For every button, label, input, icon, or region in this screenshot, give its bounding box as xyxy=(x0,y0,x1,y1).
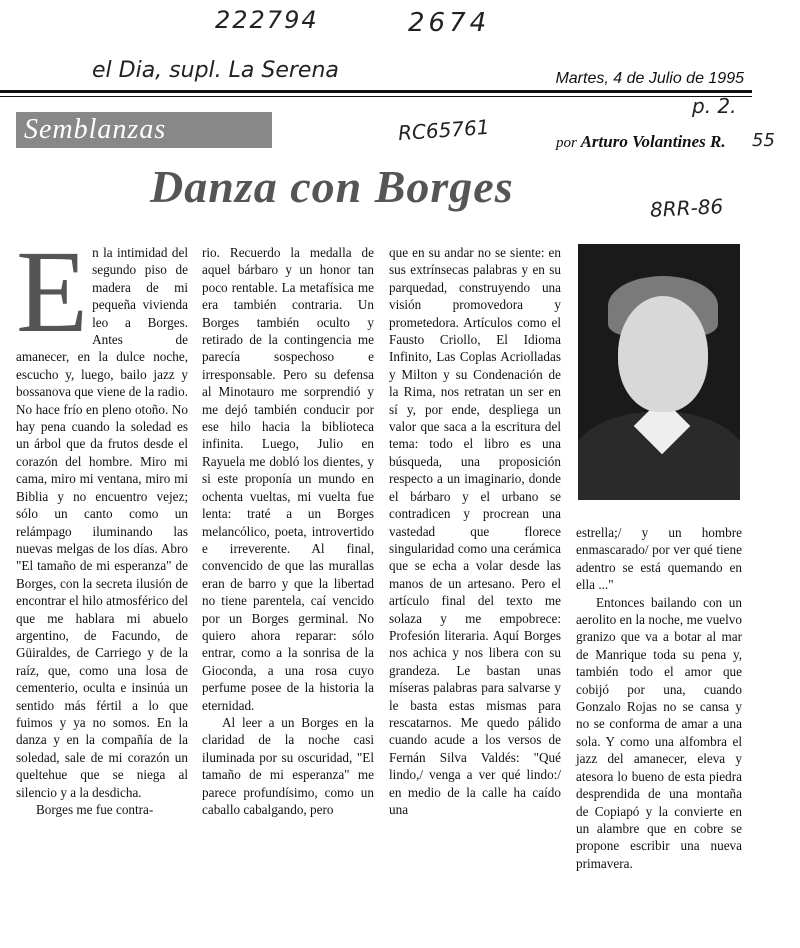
byline xyxy=(556,132,726,152)
drop-cap: E xyxy=(16,226,89,357)
paragraph: Entonces bailando con un aerolito en la noche, me vuelvo granizo que va a botar al mar de Manrique toda su pena y, también todo el amor que cobijó por una, cuando Gonzalo Rojas no se cansa y no se conforma de amar a una sola. Y como una alfombra el jazz del amanecer, eleva y atesora lo bueno de esta piedra desprendida de una montaña de Copiapó y la convierte en un alambre que en cobre se propone escribir una nueva primavera. xyxy=(576,594,742,871)
author-name: Arturo Volantines R. xyxy=(580,132,726,151)
section-label: Semblanzas xyxy=(16,112,272,148)
portrait-face xyxy=(618,296,708,412)
paragraph: rio. Recuerdo la medalla de aquel bárbaro y un honor tan poco rentable. La metafísica me era también contraria. Un Borges también oculto y retirado de la contingencia me parecía sospechoso e irresponsable. Pero su defensa al Minotauro me sorprendió y me dejó también conducir por ese hilo hacia la biblioteca infinita. Luego, Julio en Rayuela me dobló los dientes, y si este proponía un mundo en ochenta vueltas, mi vuelta fue lenta: traté a un Borges melancólico, poeta, introvertido e irreverente. Al final, convencido de que las murallas eran de barro y que la libertad no tiene parentela, caí vencido por un Borges germinal. No quiero ahora reparar: sólo entrar, como a la sonrisa de la Gioconda, a una rosa cuyo perfume posee de la historia la eternidad. xyxy=(202,245,374,713)
handwritten-number: 2674 xyxy=(408,8,491,38)
article-column-1 xyxy=(16,226,188,818)
header-rule-thin xyxy=(0,96,752,97)
byline-prefix: por xyxy=(556,135,577,151)
publication-date: Martes, 4 de Julio de 1995 xyxy=(555,70,744,87)
article-column-3 xyxy=(389,244,561,818)
author-portrait-photo xyxy=(578,244,740,500)
handwritten-number-55: 55 xyxy=(752,130,775,151)
paragraph xyxy=(16,226,188,801)
paragraph: estrella;/ y un hombre enmascarado/ por ver qué tiene adentro se está quemando en ella ..." xyxy=(576,525,742,593)
handwritten-reference-code: RC65761 xyxy=(397,114,491,146)
handwritten-catalog-number: 222794 xyxy=(215,6,319,34)
paragraph-text: n la intimidad del segundo piso de madera de mi pequeña vivienda leo a Borges. Antes de amanecer, en la dulce noche, escucho y, luego, bailo jazz y bossanova que viene de la radio. No hace frío en pleno otoño. No hay pena cuando la soledad es un árbol que da frutos desde el corazón del hombre. Miro mi cama, miro mi ventana, miro mi Biblia y no encuentro vejez; sólo un canto como un relámpago iluminando las nuevas melgas de los días. Abro "El tamaño de mi esperanza" de Borges, con la secreta ilusión de encontrar el hilo atmosférico del que me hablara mi abuelo argentino, de Facundo, de Güiraldes, de Carriego y de la raíz, que, como una losa de cementerio, oculta e insinúa un sentido más fértil a lo que fuimos y ya no somos. En la danza y en la compañía de la soledad, sale de mi corazón un queltehue que se niega al silencio y a la desdicha. xyxy=(16,245,188,800)
handwritten-page-note: p. 2. xyxy=(692,94,737,118)
paragraph: Borges me fue contra- xyxy=(36,802,154,817)
handwritten-code: 8RR-86 xyxy=(649,194,724,222)
article-title: Danza con Borges xyxy=(150,161,514,212)
article-column-4 xyxy=(576,524,742,872)
handwritten-source-note: el Dia, supl. La Serena xyxy=(92,58,339,83)
paragraph: que en su andar no se siente: en sus extrínsecas palabras y en su parquedad, construyendo una visión promovedora y prometedora. Artículos como el Fausto Criollo, El Idioma Infinito, Las Coplas Acriolladas y Milton y su Condenación de la Rima, nos retratan un ser en sí y, por ende, despliega un valor que saca a la escritura del tema: todo el libro es una búsqueda, una proposición respecto a un imaginario, donde el bárbaro y el urbano se contradicen y procrean una vastedad que florece singularidad como una cerámica que se echa a volar desde las manos de un artesano. Pero el artículo final del texto me solaza y me empobrece: Profesión literaria. Aquí Borges nos achica y nos libera con su grandeza. Le bastan unas míseras palabras para salvarse y le basta estas mismas para rescatarnos. Me quedo pálido cuando acude a los versos de Fernán Silva Valdés: "Qué lindo,/ venga a ver qué lindo:/ en medio de la calle ha caído una xyxy=(389,245,561,817)
article-column-2 xyxy=(202,244,374,818)
header-rule xyxy=(0,90,752,93)
paragraph: Al leer a un Borges en la claridad de la noche casi iluminada por su oscuridad, "El tamaño de mi esperanza" me parece profundísimo, como un caballo cabalgando, pero xyxy=(202,714,374,817)
